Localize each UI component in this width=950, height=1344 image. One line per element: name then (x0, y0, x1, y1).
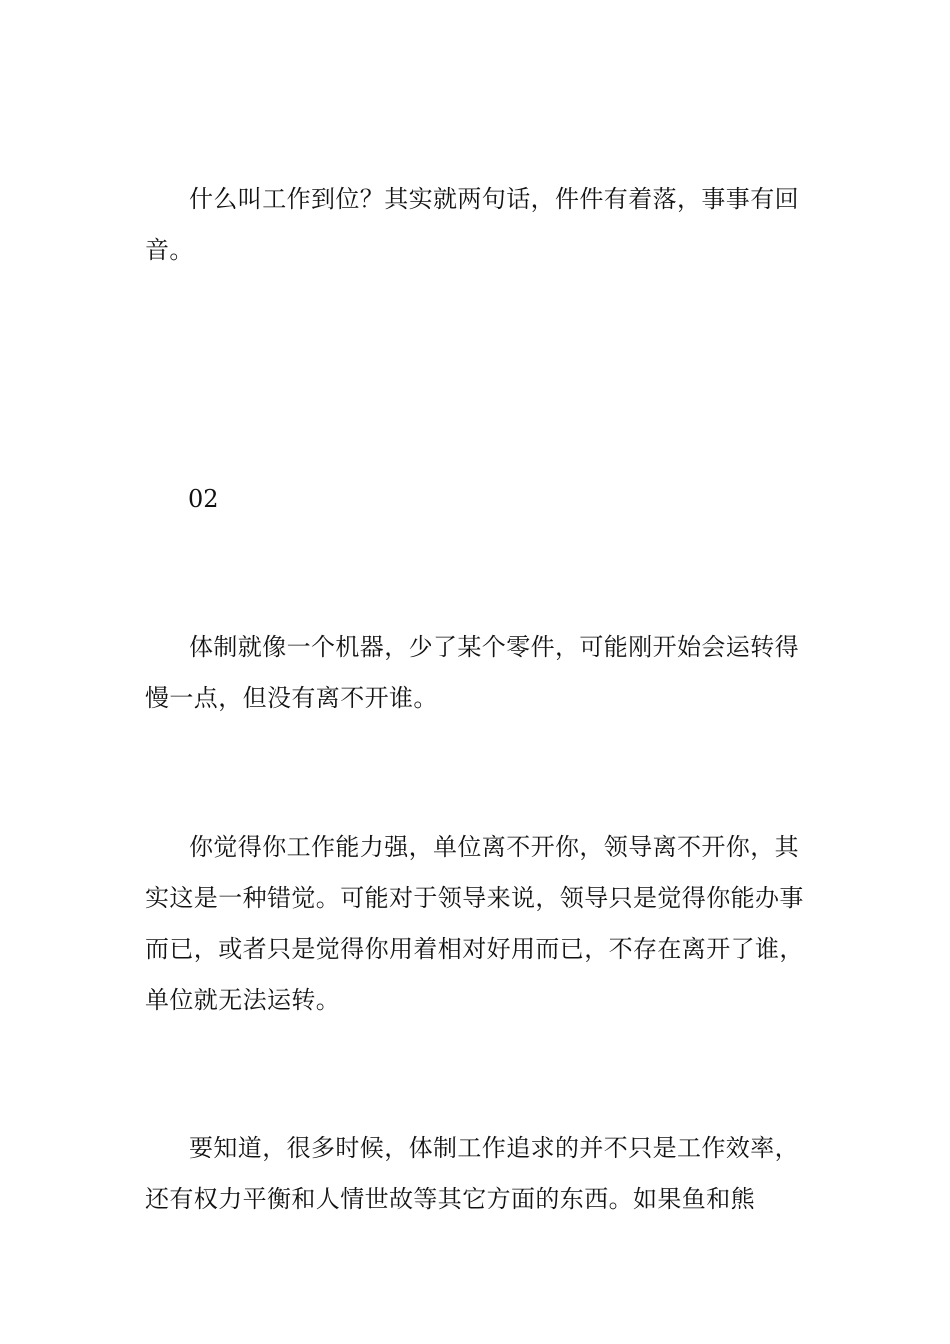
paragraph-2: 体制就像一个机器，少了某个零件，可能刚开始会运转得慢一点，但没有离不开谁。 (145, 633, 799, 712)
paragraph-4: 要知道，很多时候，体制工作追求的并不只是工作效率，还有权力平衡和人情世故等其它方面的东西。如果鱼和熊 (145, 1134, 799, 1213)
section-number: 02 (188, 485, 219, 513)
paragraph-3: 你觉得你工作能力强，单位离不开你，领导离不开你，其实这是一种错觉。可能对于领导来说，领导只是觉得你能办事而已，或者只是觉得你用着相对好用而已，不存在离开了谁，单位就无法运转。 (145, 833, 804, 1014)
paragraph-1: 什么叫工作到位？其实就两句话，件件有着落，事事有回音。 (145, 185, 799, 264)
